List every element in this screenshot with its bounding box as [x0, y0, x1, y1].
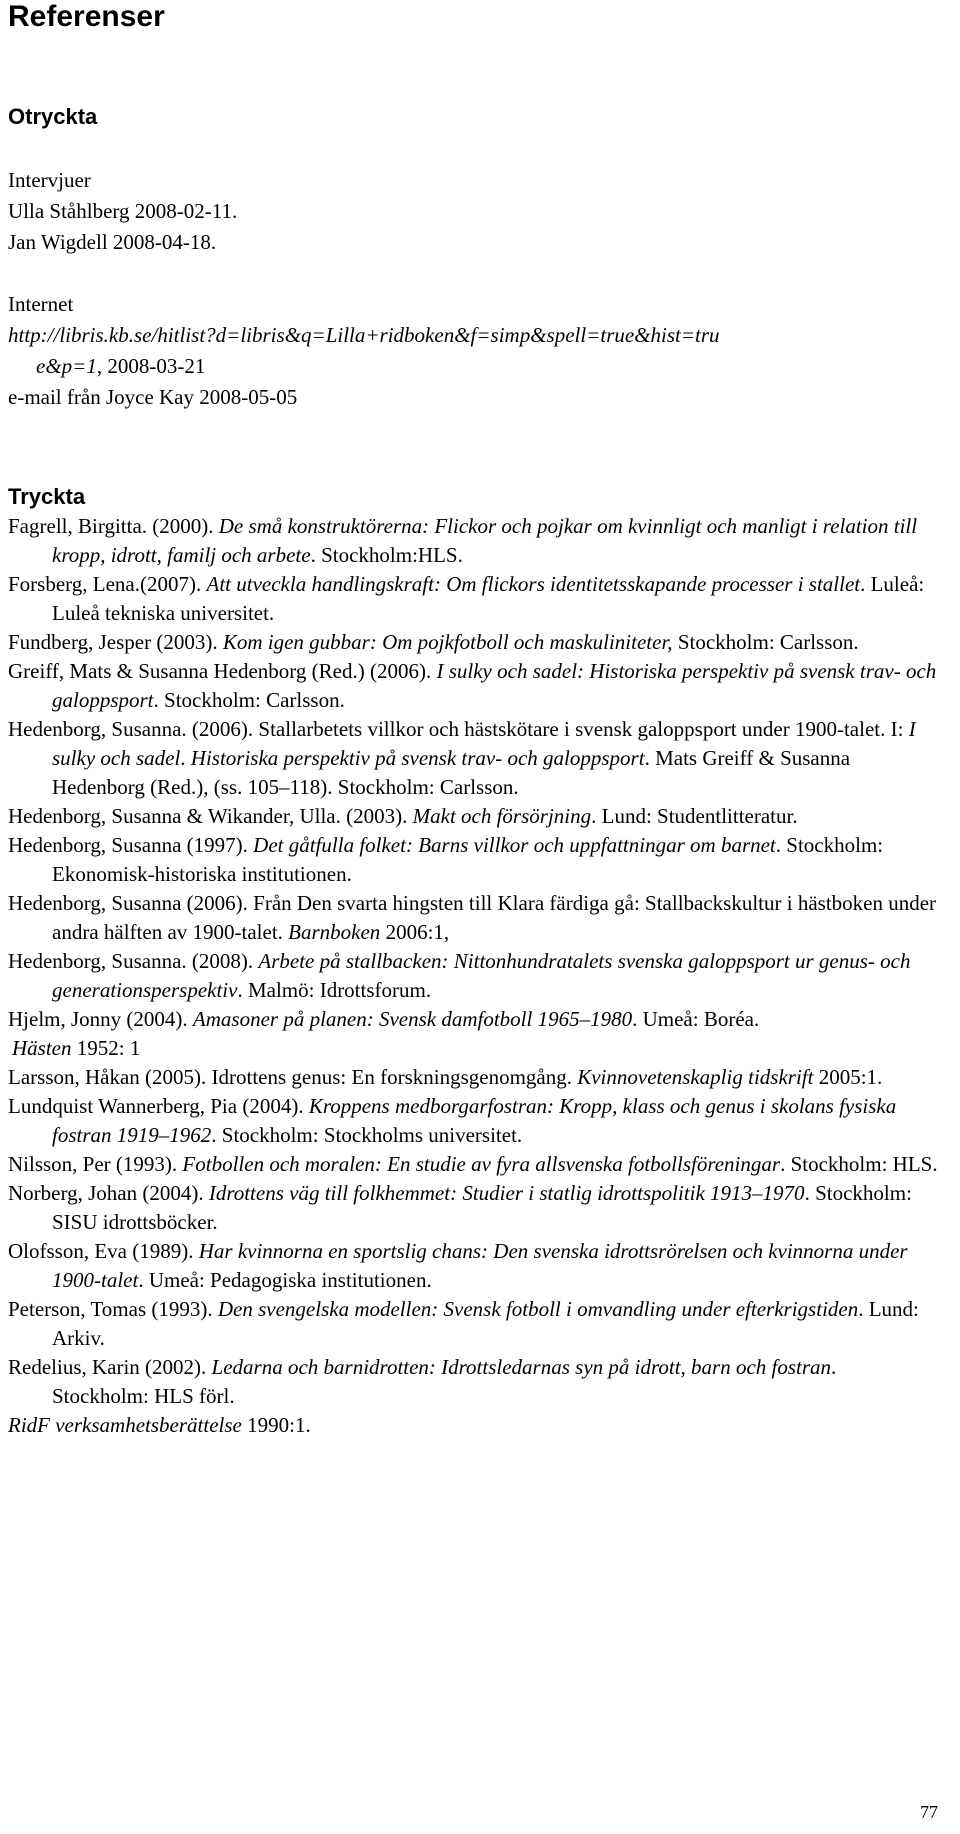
reference-entry — [8, 1411, 938, 1440]
reference-entry — [8, 1005, 938, 1034]
section-title-printed: Tryckta — [8, 484, 86, 509]
reference-entry — [8, 947, 938, 1005]
reference-title: RidF verksamhetsberättelse — [8, 1413, 242, 1437]
reference-entry — [8, 1150, 938, 1179]
reference-text: . Luleå: Luleå tekniska universitet. — [52, 572, 925, 625]
reference-title: Har kvinnorna en sportslig chans: Den svenska idrottsrörelsen och kvinnorna under 1900-talet — [52, 1239, 908, 1292]
reference-text: Olofsson, Eva (1989). — [8, 1239, 199, 1263]
reference-title: Barnboken — [288, 920, 381, 944]
reference-text: Stockholm: Carlsson. — [672, 630, 859, 654]
reference-text: . Stockholm:HLS. — [310, 543, 463, 567]
interview-item: Ulla Ståhlberg 2008-02-11. — [8, 199, 238, 223]
section-title-unprinted: Otryckta — [8, 104, 98, 129]
reference-title: Kroppens medborgarfostran: Kropp, klass och genus i skolans fysiska fostran 1919–1962 — [52, 1094, 897, 1147]
reference-text: . Stockholm: SISU idrottsböcker. — [52, 1181, 912, 1234]
reference-text: Larsson, Håkan (2005). Idrottens genus: En forskningsgenomgång. — [8, 1065, 578, 1089]
email-source: e-mail från Joyce Kay 2008-05-05 — [8, 385, 298, 409]
reference-text: . Umeå: Pedagogiska institutionen. — [138, 1268, 432, 1292]
reference-entry — [8, 889, 938, 947]
reference-entry — [8, 512, 938, 570]
reference-title: Att utveckla handlingskraft: Om flickors identitetsskapande processer i stallet — [206, 572, 861, 596]
reference-text: Hedenborg, Susanna & Wikander, Ulla. (2003). — [8, 804, 413, 828]
reference-text: Hedenborg, Susanna (1997). — [8, 833, 254, 857]
url-line: http://libris.kb.se/hitlist?d=libris&q=Lilla+ridboken&f=simp&spell=true&hist=tru — [8, 323, 720, 347]
reference-entry — [8, 802, 938, 831]
reference-title: Historiska perspektiv på svensk trav- och galoppsport — [190, 746, 645, 770]
reference-text: . Malmö: Idrottsforum. — [237, 978, 432, 1002]
url-date: , 2008-03-21 — [96, 354, 206, 378]
reference-text: Fundberg, Jesper (2003). — [8, 630, 223, 654]
reference-title: Fotbollen och moralen: En studie av fyra allsvenska fotbollsföreningar — [182, 1152, 781, 1176]
reference-entry — [8, 570, 938, 628]
reference-title: Hästen — [12, 1036, 72, 1060]
reference-text: Fagrell, Birgitta. (2000). — [8, 514, 219, 538]
reference-text: Hjelm, Jonny (2004). — [8, 1007, 193, 1031]
page-number: 77 — [920, 1802, 938, 1822]
interview-item: Jan Wigdell 2008-04-18. — [8, 230, 217, 254]
reference-text: . Mats Greiff & Susanna Hedenborg (Red.), (ss. 105–118). Stockholm: Carlsson. — [52, 746, 851, 799]
reference-text: . Stockholm: Stockholms universitet. — [211, 1123, 523, 1147]
reference-entry — [8, 1179, 938, 1237]
reference-title: Arbete på stallbacken: Nittonhundratalets svenska galoppsport ur genus- och generationsperspektiv — [52, 949, 911, 1002]
reference-entry — [8, 1092, 938, 1150]
reference-text: . Stockholm: Carlsson. — [153, 688, 345, 712]
reference-title: Kvinnovetenskaplig tidskrift — [577, 1065, 814, 1089]
reference-text: 2005:1. — [813, 1065, 883, 1089]
reference-title: Amasoner på planen: Svensk damfotboll 1965–1980 — [192, 1007, 633, 1031]
reference-text: . — [180, 746, 191, 770]
reference-text: 2006:1, — [380, 920, 450, 944]
reference-list — [8, 512, 938, 1440]
reference-text: 1952: 1 — [71, 1036, 141, 1060]
internet-label: Internet — [8, 292, 74, 316]
reference-text: . Lund: Studentlitteratur. — [591, 804, 798, 828]
reference-text: Nilsson, Per (1993). — [8, 1152, 183, 1176]
reference-text: . Umeå: Boréa. — [632, 1007, 760, 1031]
reference-title: Idrottens väg till folkhemmet: Studier i statlig idrottspolitik 1913–1970 — [208, 1181, 805, 1205]
reference-text: Hedenborg, Susanna. (2008). — [8, 949, 259, 973]
reference-text: Hedenborg, Susanna. (2006). Stallarbetets villkor och hästskötare i svensk galoppsport under 1900-talet. I: — [8, 717, 909, 741]
reference-text: Lundquist Wannerberg, Pia (2004). — [8, 1094, 309, 1118]
reference-title: Kom igen gubbar: Om pojkfotboll och maskuliniteter, — [222, 630, 673, 654]
reference-entry — [8, 715, 938, 802]
reference-entry — [8, 657, 938, 715]
reference-title: Makt och försörjning — [412, 804, 592, 828]
url-fragment: e&p=1 — [36, 354, 97, 378]
reference-title: De små konstruktörerna: Flickor och pojkar om kvinnligt och manligt i relation till kropp, idrott, familj och arbete — [52, 514, 918, 567]
reference-entry — [8, 1063, 938, 1092]
reference-entry — [8, 628, 938, 657]
reference-title: I sulky och sadel: Historiska perspektiv på svensk trav- och galoppsport — [52, 659, 937, 712]
reference-text: Peterson, Tomas (1993). — [8, 1297, 218, 1321]
reference-text: . Stockholm: Ekonomisk-historiska institutionen. — [52, 833, 884, 886]
url-line-continued — [36, 352, 205, 380]
reference-title: I sulky och sadel — [52, 717, 916, 770]
reference-text: . Stockholm: HLS. — [780, 1152, 938, 1176]
reference-entry — [8, 1353, 938, 1411]
reference-text: Redelius, Karin (2002). — [8, 1355, 212, 1379]
reference-entry — [8, 1237, 938, 1295]
page-heading: Referenser — [8, 0, 165, 33]
reference-entry — [8, 1295, 938, 1353]
reference-text: 1990:1. — [241, 1413, 311, 1437]
reference-title: Den svengelska modellen: Svensk fotboll i omvandling under efterkrigstiden — [217, 1297, 859, 1321]
interviews-label: Intervjuer — [8, 168, 91, 192]
reference-text: . Stockholm: HLS förl. — [52, 1355, 837, 1408]
reference-title: Det gåtfulla folket: Barns villkor och uppfattningar om barnet — [253, 833, 776, 857]
reference-title: Ledarna och barnidrotten: Idrottsledarnas syn på idrott, barn och fostran — [211, 1355, 832, 1379]
reference-entry — [8, 1034, 938, 1063]
reference-text: Norberg, Johan (2004). — [8, 1181, 209, 1205]
reference-text: . Lund: Arkiv. — [52, 1297, 919, 1350]
reference-text: Hedenborg, Susanna (2006). Från Den svarta hingsten till Klara färdiga gå: Stallbackskultur i hästboken under andra hälften av 1900-talet. — [8, 891, 937, 944]
reference-text: Forsberg, Lena.(2007). — [8, 572, 207, 596]
reference-text: Greiff, Mats & Susanna Hedenborg (Red.) (2006). — [8, 659, 437, 683]
reference-entry — [8, 831, 938, 889]
